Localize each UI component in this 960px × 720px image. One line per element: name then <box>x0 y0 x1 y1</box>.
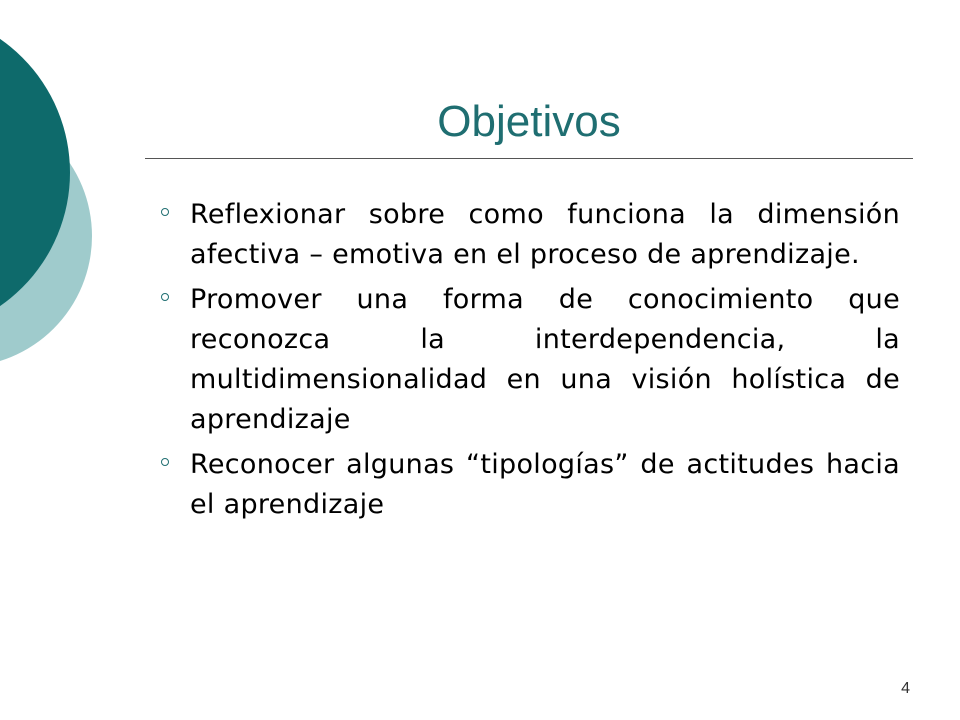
objective-text: Reconocer algunas “tipologías” de actitudes hacia el aprendizaje <box>190 449 900 520</box>
objective-text: Promover una forma de conocimiento que reconozca la interdependencia, la multidimensionalidad en una visión holística de aprendizaje <box>190 284 900 435</box>
title-divider <box>145 158 913 159</box>
objective-text: Reflexionar sobre como funciona la dimensión afectiva – emotiva en el proceso de aprendizaje. <box>190 199 900 270</box>
hollow-circle-bullet-icon <box>161 208 169 216</box>
slide-title: Objetivos <box>437 97 621 146</box>
objective-item <box>155 280 900 440</box>
hollow-circle-bullet-icon <box>161 458 169 466</box>
objective-item <box>155 195 900 275</box>
page-number: 4 <box>901 680 910 697</box>
objectives-list <box>155 195 900 530</box>
objective-item <box>155 445 900 525</box>
hollow-circle-bullet-icon <box>161 293 169 301</box>
